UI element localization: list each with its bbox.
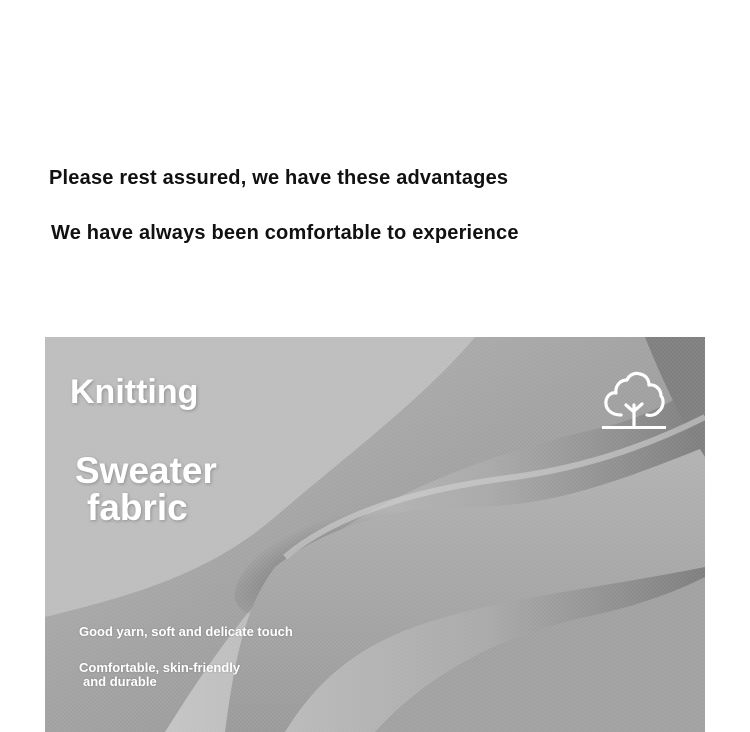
fabric-banner (45, 337, 705, 732)
headline-comfort: We have always been comfortable to experience (51, 222, 519, 244)
cotton-tree-icon (601, 371, 667, 433)
feature-yarn-touch: Good yarn, soft and delicate touch (79, 624, 293, 639)
headline-advantages: Please rest assured, we have these advantages (49, 167, 509, 189)
feature-durable: and durable (83, 674, 157, 689)
banner-title-knitting: Knitting (70, 373, 199, 411)
banner-subtitle-fabric: fabric (87, 487, 188, 528)
feature-comfort: Comfortable, skin-friendly (79, 660, 241, 675)
banner-subtitle-sweater: Sweater (75, 450, 217, 491)
